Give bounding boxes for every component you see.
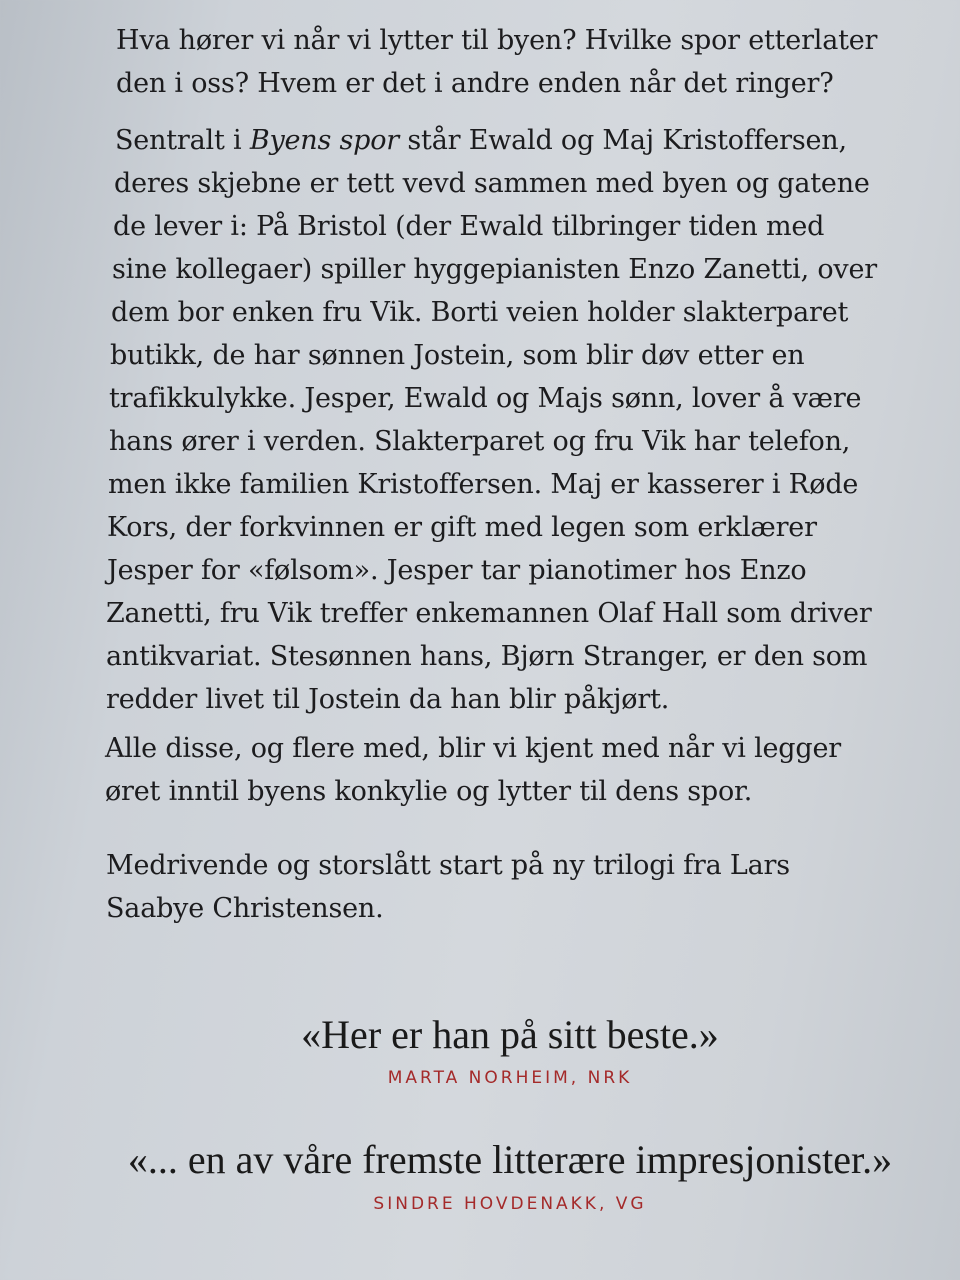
text-segment: Sentralt i	[115, 125, 250, 156]
text-segment: står Ewald og Maj Kristoffersen,	[399, 125, 847, 156]
text-line: men ikke familien Kristoffersen. Maj er kasserer i Røde	[108, 469, 859, 500]
text-line: sine kollegaer) spiller hyggepianisten Enzo Zanetti, over	[112, 254, 877, 285]
text-line: Alle disse, og flere med, blir vi kjent med når vi legger	[105, 733, 841, 764]
text-line: Zanetti, fru Vik treffer enkemannen Olaf Hall som driver	[106, 598, 872, 629]
text-line: trafikkulykke. Jesper, Ewald og Majs sønn, lover å være	[109, 383, 862, 414]
book-title: Byens spor	[249, 125, 400, 156]
text-line: dem bor enken fru Vik. Borti veien holder slakterparet	[111, 297, 849, 328]
text-line: redder livet til Jostein da han blir påkjørt.	[106, 684, 670, 715]
quote-text: «Her er han på sitt beste.»	[301, 1012, 719, 1057]
text-line	[115, 124, 847, 158]
text-line: antikvariat. Stesønnen hans, Bjørn Stranger, er den som	[106, 641, 868, 672]
text-line: Kors, der forkvinnen er gift med legen som erklærer	[107, 512, 817, 543]
text-line: butikk, de har sønnen Jostein, som blir døv etter en	[110, 340, 805, 371]
text-line: Medrivende og storslått start på ny trilogi fra Lars	[106, 850, 790, 881]
text-line: Jesper for «følsom». Jesper tar pianotimer hos Enzo	[107, 555, 807, 586]
quote-text: «... en av våre fremste litterære impresjonister.»	[127, 1137, 893, 1182]
text-line: øret inntil byens konkylie og lytter til dens spor.	[105, 776, 753, 807]
text-line: Saabye Christensen.	[106, 893, 384, 924]
text-line: Hva hører vi når vi lytter til byen? Hvilke spor etterlater	[116, 25, 878, 56]
text-line: deres skjebne er tett vevd sammen med byen og gatene	[114, 168, 870, 199]
text-line: de lever i: På Bristol (der Ewald tilbringer tiden med	[113, 211, 825, 242]
quote-source: SINDRE HOVDENAKK, VG	[373, 1194, 647, 1214]
text-line: den i oss? Hvem er det i andre enden når det ringer?	[116, 68, 834, 99]
quote-source: MARTA NORHEIM, NRK	[387, 1068, 633, 1088]
text-line: hans ører i verden. Slakterparet og fru Vik har telefon,	[109, 426, 851, 457]
